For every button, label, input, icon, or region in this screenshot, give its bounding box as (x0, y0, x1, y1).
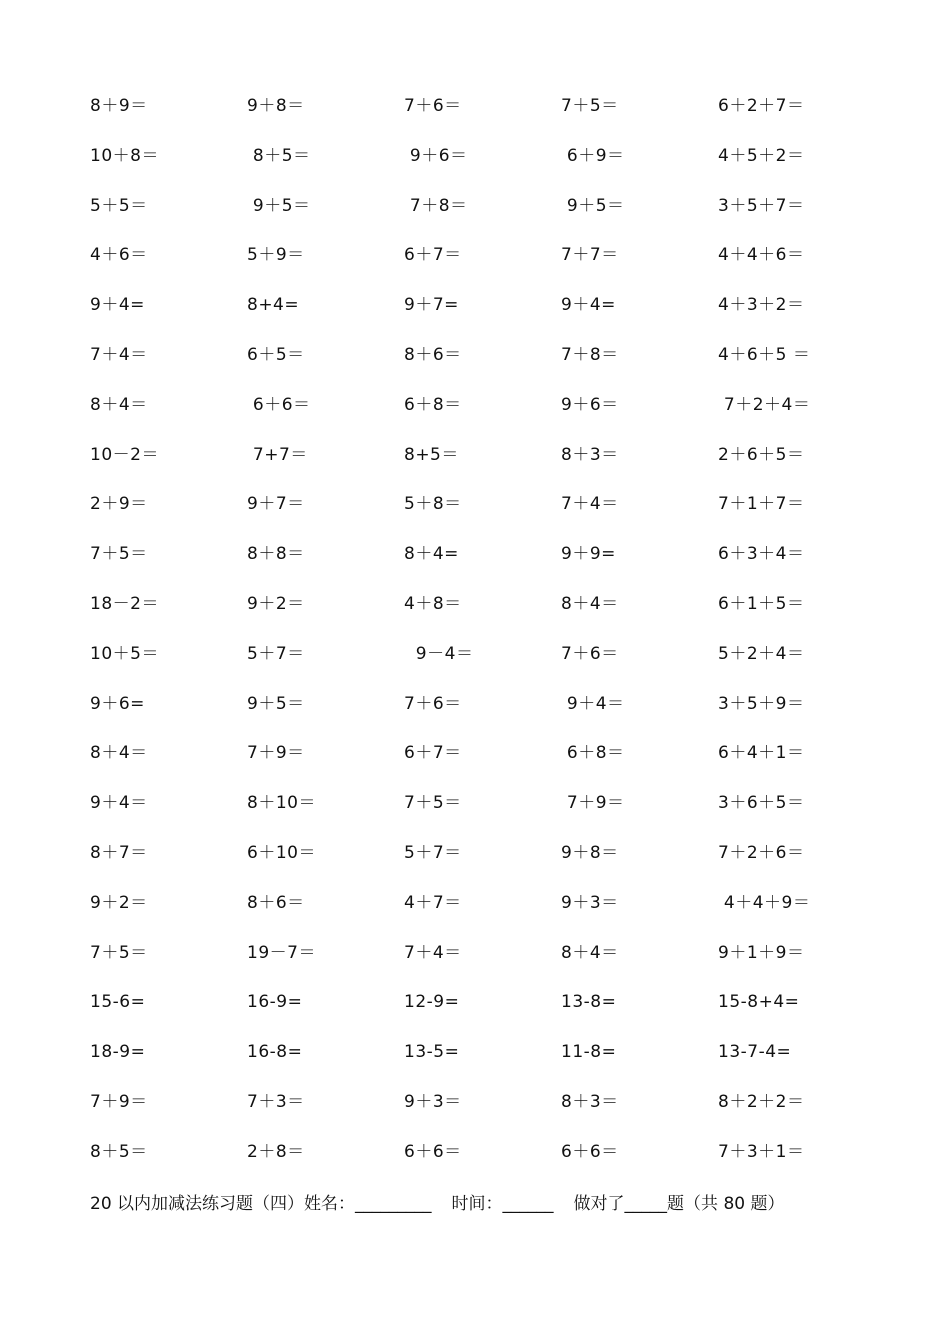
math-problem: 8＋4＝ (90, 743, 148, 764)
math-problem: 7＋3＝ (247, 1091, 305, 1112)
math-problem: 7＋6＝ (404, 693, 462, 714)
math-problem: 8+4= (247, 295, 300, 316)
math-problem: 7＋2＋6＝ (718, 842, 805, 863)
math-problem: 3＋5＋7＝ (718, 195, 805, 216)
math-problem: 9＋5＝ (247, 195, 311, 216)
math-problem: 4＋4＋9＝ (718, 892, 811, 913)
math-problem: 16-9= (247, 992, 303, 1013)
math-problem: 8＋4＝ (561, 593, 619, 614)
math-problem: 9＋1＋9＝ (718, 942, 805, 963)
math-problem: 6＋6＝ (561, 1141, 619, 1162)
math-problem: 5＋8＝ (404, 494, 462, 515)
math-problem: 9＋8＝ (247, 96, 305, 116)
math-problem: 6＋3＋4＝ (718, 544, 805, 565)
score-blank[interactable]: _____ (624, 1194, 668, 1214)
score-prefix: 做对了 (573, 1194, 625, 1214)
math-problem: 11-8= (561, 1042, 617, 1063)
math-problem: 8＋4＝ (90, 394, 148, 415)
math-problem: 8＋8＝ (247, 544, 305, 565)
math-problem: 2＋6＋5＝ (718, 444, 805, 465)
math-problem: 16-8= (247, 1042, 303, 1063)
math-problem: 13-7-4= (718, 1042, 792, 1063)
math-problem: 8＋5＝ (90, 1141, 148, 1162)
math-problem: 6＋10＝ (247, 842, 316, 863)
math-problem: 6＋2＋7＝ (718, 96, 805, 116)
math-problem: 4＋7＝ (404, 892, 462, 913)
time-blank[interactable]: ______ (502, 1194, 554, 1214)
math-problem: 5＋7＝ (247, 643, 305, 664)
math-problem: 6＋6＝ (404, 1141, 462, 1162)
math-problem: 6＋5＝ (247, 344, 305, 365)
math-problem: 4＋8＝ (404, 593, 462, 614)
math-problem: 4＋4＋6＝ (718, 245, 805, 266)
math-problem: 8＋4= (404, 544, 459, 565)
math-problem: 4＋3＋2＝ (718, 295, 805, 316)
name-label: 姓名： (304, 1194, 356, 1214)
math-problem: 9＋6＝ (404, 145, 468, 166)
math-problem: 2＋8＝ (247, 1141, 305, 1162)
math-problem: 7＋8＝ (561, 344, 619, 365)
math-problem: 7＋2＋4＝ (718, 394, 811, 415)
math-problem: 8＋3＝ (561, 1091, 619, 1112)
math-problem: 15-8+4= (718, 992, 800, 1013)
math-problem: 6＋1＋5＝ (718, 593, 805, 614)
math-problem: 7＋5＝ (561, 96, 619, 116)
math-problem: 9＋6= (90, 693, 145, 714)
math-problem: 9＋4＝ (90, 793, 148, 814)
math-problem: 9＋4= (561, 295, 616, 316)
math-problem: 2＋9＝ (90, 494, 148, 515)
math-problem: 8+5＝ (404, 444, 459, 465)
math-problem: 6＋7＝ (404, 245, 462, 266)
math-problem: 7＋4＝ (404, 942, 462, 963)
math-problem: 6＋9＝ (561, 145, 625, 166)
math-problem: 5＋2＋4＝ (718, 643, 805, 664)
math-problem: 3＋5＋9＝ (718, 693, 805, 714)
math-problem: 7＋9＝ (90, 1091, 148, 1112)
math-problem: 10＋5＝ (90, 643, 159, 664)
problem-grid (90, 82, 890, 1178)
math-problem: 7＋7＝ (561, 245, 619, 266)
math-problem: 8＋3＝ (561, 444, 619, 465)
math-problem: 6＋4＋1＝ (718, 743, 805, 764)
math-problem: 4＋6＝ (90, 245, 148, 266)
math-problem: 7＋9＝ (561, 793, 625, 814)
math-problem: 13-5= (404, 1042, 460, 1063)
math-problem: 7＋9＝ (247, 743, 305, 764)
math-problem: 7＋6＝ (404, 96, 462, 116)
math-problem: 3＋6＋5＝ (718, 793, 805, 814)
math-problem: 9＋5＝ (561, 195, 625, 216)
score-suffix: 题（共 80 题） (667, 1194, 785, 1214)
math-problem: 5＋7＝ (404, 842, 462, 863)
math-problem: 4＋5＋2＝ (718, 145, 805, 166)
math-problem: 19－7＝ (247, 942, 316, 963)
math-problem: 15-6= (90, 992, 146, 1013)
math-problem: 6＋7＝ (404, 743, 462, 764)
math-problem: 9＋6＝ (561, 394, 619, 415)
math-problem: 9＋4= (90, 295, 145, 316)
time-label: 时间： (451, 1194, 503, 1214)
worksheet-title: 20 以内加减法练习题（四） (90, 1194, 305, 1214)
math-problem: 5＋5＝ (90, 195, 148, 216)
math-problem: 8＋10＝ (247, 793, 316, 814)
name-blank[interactable]: _________ (355, 1194, 432, 1214)
math-problem: 10－2＝ (90, 444, 159, 465)
math-problem: 7+7＝ (247, 444, 308, 465)
math-problem: 8＋7＝ (90, 842, 148, 863)
math-problem: 9＋5＝ (247, 693, 305, 714)
math-problem: 7＋5＝ (90, 942, 148, 963)
math-problem: 6＋6＝ (247, 394, 311, 415)
math-problem: 12-9= (404, 992, 460, 1013)
math-problem: 7＋4＝ (90, 344, 148, 365)
math-problem: 9＋2＝ (90, 892, 148, 913)
math-problem: 13-8= (561, 992, 617, 1013)
math-problem: 9＋2＝ (247, 593, 305, 614)
math-problem: 7＋5＝ (90, 544, 148, 565)
math-problem: 9－4＝ (404, 643, 474, 664)
math-problem: 9＋9= (561, 544, 616, 565)
math-problem: 9＋7= (404, 295, 459, 316)
math-problem: 7＋4＝ (561, 494, 619, 515)
math-problem: 6＋8＝ (561, 743, 625, 764)
math-problem: 7＋8＝ (404, 195, 468, 216)
math-problem: 10＋8＝ (90, 145, 159, 166)
math-problem: 5＋9＝ (247, 245, 305, 266)
math-problem: 7＋1＋7＝ (718, 494, 805, 515)
footer-line (90, 1190, 785, 1218)
math-problem: 8＋4＝ (561, 942, 619, 963)
math-problem: 18-9= (90, 1042, 146, 1063)
math-problem: 8＋5＝ (247, 145, 311, 166)
math-problem: 18－2＝ (90, 593, 159, 614)
math-problem: 8＋6＝ (247, 892, 305, 913)
math-problem: 8＋2＋2＝ (718, 1091, 805, 1112)
math-problem: 7＋5＝ (404, 793, 462, 814)
math-problem: 7＋3＋1＝ (718, 1141, 805, 1162)
math-problem: 9＋3＝ (404, 1091, 462, 1112)
math-problem: 9＋8＝ (561, 842, 619, 863)
math-problem: 9＋7＝ (247, 494, 305, 515)
math-problem: 8＋6＝ (404, 344, 462, 365)
math-problem: 8＋9＝ (90, 96, 148, 116)
math-problem: 7＋6＝ (561, 643, 619, 664)
math-problem: 4＋6＋5 ＝ (718, 344, 811, 365)
math-problem: 9＋4＝ (561, 693, 625, 714)
math-problem: 6＋8＝ (404, 394, 462, 415)
math-problem: 9＋3＝ (561, 892, 619, 913)
